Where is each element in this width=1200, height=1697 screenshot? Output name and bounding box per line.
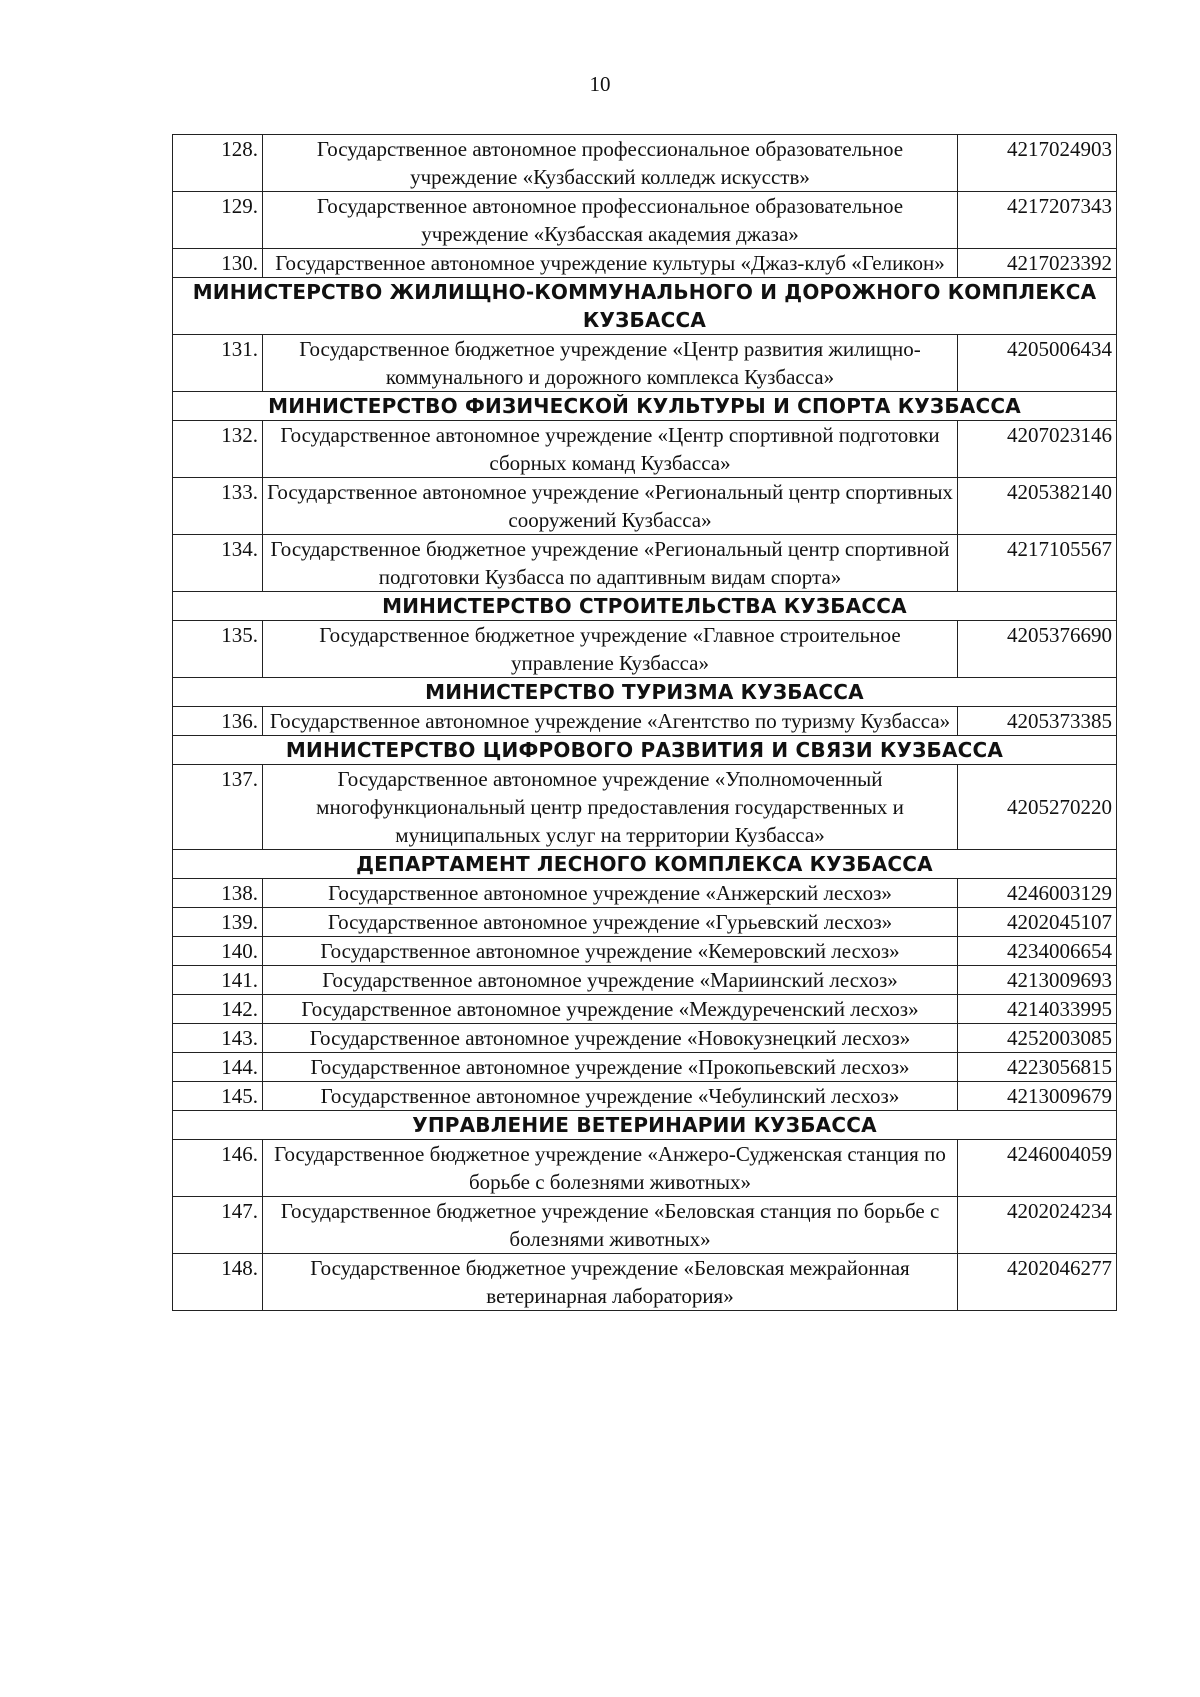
table-row [173, 478, 1117, 535]
table-row [173, 1024, 1117, 1053]
institution-inn: 4207023146 [958, 421, 1117, 478]
table-row [173, 249, 1117, 278]
section-title: МИНИСТЕРСТВО ЖИЛИЩНО-КОММУНАЛЬНОГО И ДОРОЖНОГО КОМПЛЕКСА КУЗБАССА [173, 278, 1117, 335]
institution-name: Государственное автономное учреждение «Мариинский лесхоз» [263, 966, 958, 995]
section-header-row [173, 850, 1117, 879]
table-row [173, 1082, 1117, 1111]
row-number: 142. [173, 995, 263, 1024]
table-row [173, 966, 1117, 995]
row-number: 144. [173, 1053, 263, 1082]
institution-name: Государственное бюджетное учреждение «Главное строительное управление Кузбасса» [263, 621, 958, 678]
institution-name: Государственное автономное учреждение «Уполномоченный многофункциональный центр предоставления государственных и муниципальных услуг на территории Кузбасса» [263, 765, 958, 850]
table-row [173, 765, 1117, 850]
institution-name: Государственное автономное учреждение «Новокузнецкий лесхоз» [263, 1024, 958, 1053]
table-row [173, 1197, 1117, 1254]
institution-name: Государственное автономное учреждение «Прокопьевский лесхоз» [263, 1053, 958, 1082]
row-number: 131. [173, 335, 263, 392]
institution-inn: 4217023392 [958, 249, 1117, 278]
institution-inn: 4252003085 [958, 1024, 1117, 1053]
table-row [173, 1140, 1117, 1197]
institution-name: Государственное автономное профессиональное образовательное учреждение «Кузбасская академия джаза» [263, 192, 958, 249]
institution-name: Государственное автономное учреждение культуры «Джаз-клуб «Геликон» [263, 249, 958, 278]
section-header-row [173, 392, 1117, 421]
row-number: 134. [173, 535, 263, 592]
institution-inn: 4217105567 [958, 535, 1117, 592]
institution-inn: 4205373385 [958, 707, 1117, 736]
table-row [173, 1053, 1117, 1082]
section-title: МИНИСТЕРСТВО СТРОИТЕЛЬСТВА КУЗБАССА [173, 592, 1117, 621]
institution-inn: 4202045107 [958, 908, 1117, 937]
institution-name: Государственное бюджетное учреждение «Региональный центр спортивной подготовки Кузбасса по адаптивным видам спорта» [263, 535, 958, 592]
institution-name: Государственное бюджетное учреждение «Беловская станция по борьбе с болезнями животных» [263, 1197, 958, 1254]
institution-inn: 4217207343 [958, 192, 1117, 249]
table-row [173, 535, 1117, 592]
institution-name: Государственное бюджетное учреждение «Анжеро-Судженская станция по борьбе с болезнями животных» [263, 1140, 958, 1197]
table-row [173, 135, 1117, 192]
institution-name: Государственное автономное учреждение «Региональный центр спортивных сооружений Кузбасса» [263, 478, 958, 535]
section-header-row [173, 678, 1117, 707]
section-title: МИНИСТЕРСТВО ТУРИЗМА КУЗБАССА [173, 678, 1117, 707]
table-row [173, 421, 1117, 478]
row-number: 140. [173, 937, 263, 966]
row-number: 130. [173, 249, 263, 278]
institution-name: Государственное автономное учреждение «Анжерский лесхоз» [263, 879, 958, 908]
row-number: 143. [173, 1024, 263, 1053]
institution-name: Государственное бюджетное учреждение «Беловская межрайонная ветеринарная лаборатория» [263, 1254, 958, 1311]
institution-name: Государственное автономное учреждение «Центр спортивной подготовки сборных команд Кузбасса» [263, 421, 958, 478]
institution-name: Государственное автономное профессиональное образовательное учреждение «Кузбасский колледж искусств» [263, 135, 958, 192]
institution-inn: 4202024234 [958, 1197, 1117, 1254]
section-header-row [173, 1111, 1117, 1140]
table-row [173, 995, 1117, 1024]
institution-inn: 4205006434 [958, 335, 1117, 392]
row-number: 132. [173, 421, 263, 478]
table-row [173, 908, 1117, 937]
row-number: 139. [173, 908, 263, 937]
table-row [173, 335, 1117, 392]
institution-inn: 4205382140 [958, 478, 1117, 535]
section-title: ДЕПАРТАМЕНТ ЛЕСНОГО КОМПЛЕКСА КУЗБАССА [173, 850, 1117, 879]
institution-inn: 4213009679 [958, 1082, 1117, 1111]
row-number: 141. [173, 966, 263, 995]
section-title: УПРАВЛЕНИЕ ВЕТЕРИНАРИИ КУЗБАССА [173, 1111, 1117, 1140]
institution-name: Государственное автономное учреждение «Агентство по туризму Кузбасса» [263, 707, 958, 736]
institution-name: Государственное автономное учреждение «Кемеровский лесхоз» [263, 937, 958, 966]
table-row [173, 707, 1117, 736]
section-header-row [173, 592, 1117, 621]
institution-inn: 4214033995 [958, 995, 1117, 1024]
institution-inn: 4217024903 [958, 135, 1117, 192]
row-number: 145. [173, 1082, 263, 1111]
section-title: МИНИСТЕРСТВО ЦИФРОВОГО РАЗВИТИЯ И СВЯЗИ КУЗБАССА [173, 736, 1117, 765]
institution-inn: 4202046277 [958, 1254, 1117, 1311]
institution-name: Государственное автономное учреждение «Чебулинский лесхоз» [263, 1082, 958, 1111]
row-number: 148. [173, 1254, 263, 1311]
section-title: МИНИСТЕРСТВО ФИЗИЧЕСКОЙ КУЛЬТУРЫ И СПОРТА КУЗБАССА [173, 392, 1117, 421]
row-number: 147. [173, 1197, 263, 1254]
institution-name: Государственное автономное учреждение «Междуреченский лесхоз» [263, 995, 958, 1024]
institutions-table-body [173, 135, 1117, 1311]
institution-name: Государственное бюджетное учреждение «Центр развития жилищно-коммунального и дорожного комплекса Кузбасса» [263, 335, 958, 392]
page-number: 10 [589, 72, 611, 96]
section-header-row [173, 278, 1117, 335]
institution-inn: 4205270220 [958, 765, 1117, 850]
table-row [173, 192, 1117, 249]
row-number: 137. [173, 765, 263, 850]
table-row [173, 879, 1117, 908]
table-row [173, 937, 1117, 966]
row-number: 146. [173, 1140, 263, 1197]
row-number: 128. [173, 135, 263, 192]
institution-inn: 4213009693 [958, 966, 1117, 995]
row-number: 135. [173, 621, 263, 678]
section-header-row [173, 736, 1117, 765]
row-number: 138. [173, 879, 263, 908]
row-number: 136. [173, 707, 263, 736]
institution-inn: 4223056815 [958, 1053, 1117, 1082]
institution-name: Государственное автономное учреждение «Гурьевский лесхоз» [263, 908, 958, 937]
institution-inn: 4205376690 [958, 621, 1117, 678]
institution-inn: 4246004059 [958, 1140, 1117, 1197]
institution-inn: 4234006654 [958, 937, 1117, 966]
row-number: 129. [173, 192, 263, 249]
table-row [173, 621, 1117, 678]
table-row [173, 1254, 1117, 1311]
institution-inn: 4246003129 [958, 879, 1117, 908]
institutions-table [172, 134, 1117, 1311]
row-number: 133. [173, 478, 263, 535]
